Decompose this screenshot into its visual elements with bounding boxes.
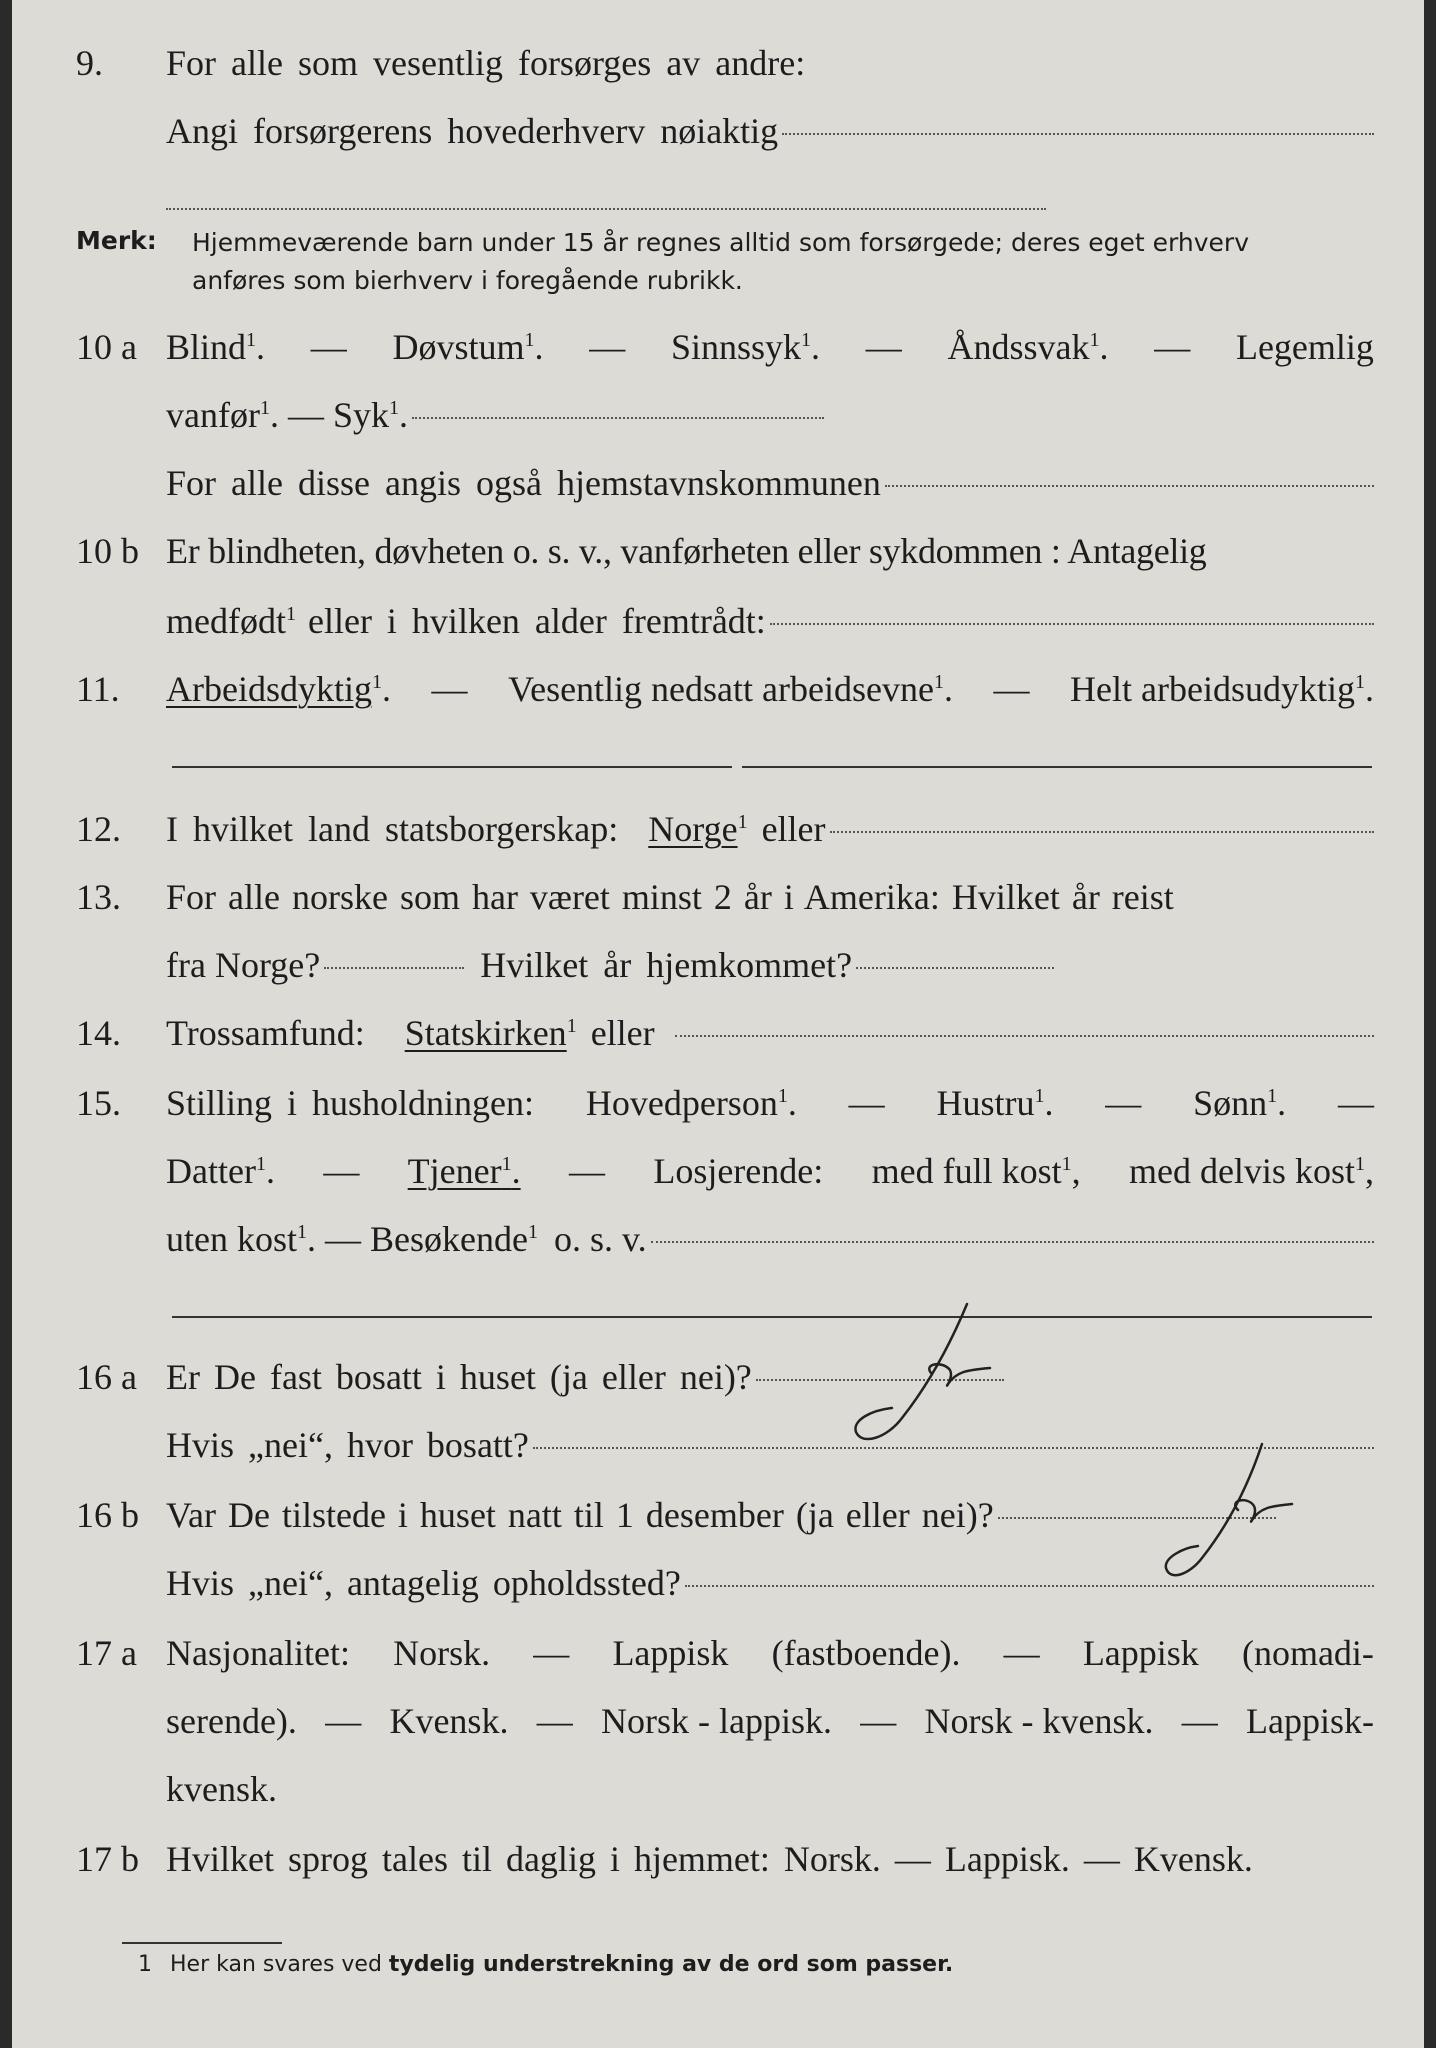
opt-norge[interactable]: Norge$^1$ bbox=[648, 809, 748, 849]
q14-field bbox=[166, 1012, 1374, 1054]
q15-losjerende: Losjerende: bbox=[653, 1151, 824, 1191]
opt-hovedperson[interactable]: Hovedperson$^1$. bbox=[585, 1083, 797, 1123]
q10b-line2-rest: eller i hvilken alder fremtrådt: bbox=[307, 601, 766, 641]
opt-lappisk[interactable]: Lappisk bbox=[612, 1633, 729, 1673]
opt-nomadi[interactable]: (nomadi- bbox=[1241, 1633, 1374, 1673]
opt-udyktig[interactable]: Helt arbeidsudyktig$^1$. bbox=[1070, 669, 1374, 709]
q9-answer-line-2[interactable] bbox=[166, 208, 1046, 210]
q9-number: 9. bbox=[76, 43, 103, 83]
q16b-hvis: Hvis „nei“, antagelig opholdssted? bbox=[166, 1563, 681, 1603]
opt-vanfor[interactable]: vanfør$^1$. bbox=[166, 395, 279, 435]
dash: — bbox=[536, 1701, 573, 1741]
answer-text: Ja bbox=[832, 1300, 833, 1301]
q9-line2-field[interactable] bbox=[166, 110, 1374, 152]
opt-uten-kost[interactable]: uten kost$^1$. bbox=[166, 1219, 316, 1259]
q10b-answer-line[interactable] bbox=[770, 623, 1374, 625]
opt-full-kost[interactable]: med full kost$^1$, bbox=[871, 1151, 1081, 1191]
q16b-line2 bbox=[166, 1562, 1374, 1604]
dash: — bbox=[1105, 1083, 1142, 1123]
q17a-number: 17 a bbox=[76, 1633, 137, 1673]
dash: — bbox=[1003, 1633, 1040, 1673]
opt-kvensk[interactable]: Kvensk. bbox=[389, 1701, 509, 1741]
dash: — bbox=[848, 1083, 885, 1123]
merk-line2: anføres som bierhverv i foregående rubrikk. bbox=[192, 266, 743, 295]
opt-dovstum[interactable]: Døvstum$^1$. bbox=[392, 327, 544, 367]
footnote-mark: 1 bbox=[138, 1952, 152, 1977]
q15-label: Stilling i husholdningen: bbox=[166, 1083, 535, 1123]
q17a-line2 bbox=[166, 1700, 1374, 1742]
dash: — bbox=[533, 1633, 570, 1673]
dash: — bbox=[860, 1701, 897, 1741]
census-form-page bbox=[12, 0, 1424, 2048]
q13-reist-label: fra Norge? bbox=[166, 945, 321, 985]
opt-medfodt[interactable]: medfødt$^1$ bbox=[166, 601, 296, 641]
dash: — bbox=[1337, 1083, 1374, 1123]
opt-statskirken[interactable]: Statskirken$^1$ bbox=[404, 1013, 577, 1053]
q9-line1: For alle som vesentlig forsørges av andre: bbox=[166, 43, 806, 83]
q14-label: Trossamfund: bbox=[166, 1013, 365, 1053]
q17a-line1 bbox=[166, 1632, 1374, 1674]
q15-answer-line[interactable] bbox=[651, 1241, 1374, 1243]
q17a-label: Nasjonalitet: bbox=[166, 1633, 350, 1673]
q11-number: 11. bbox=[76, 669, 120, 709]
q12-eller: eller bbox=[761, 809, 826, 849]
opt-legemlig[interactable]: Legemlig bbox=[1235, 327, 1374, 367]
dash: — bbox=[278, 395, 333, 435]
q13-line1: For alle norske som har været minst 2 år i Amerika: Hvilket år reist bbox=[166, 877, 1174, 917]
dash: — bbox=[993, 669, 1030, 709]
dash: — bbox=[323, 1151, 360, 1191]
dash: — bbox=[310, 327, 347, 367]
dash: — bbox=[325, 1701, 362, 1741]
opt-norsk[interactable]: Norsk. bbox=[393, 1633, 491, 1673]
q16b-question: Var De tilstede i huset natt til 1 desember (ja eller nei)? bbox=[166, 1495, 994, 1535]
opt-sinnssyk[interactable]: Sinnssyk$^1$. bbox=[670, 327, 821, 367]
hjemstavn-answer-line[interactable] bbox=[885, 485, 1374, 487]
q14-eller: eller bbox=[590, 1013, 655, 1053]
q14-answer-line[interactable] bbox=[675, 1035, 1374, 1037]
q16b-line1 bbox=[166, 1494, 1276, 1536]
footnote-bold: tydelig understrekning av de ord som passer. bbox=[388, 1952, 954, 1977]
q15-number: 15. bbox=[76, 1083, 121, 1123]
opt-besokende[interactable]: Besøkende$^1$ bbox=[370, 1219, 538, 1259]
dash: — bbox=[568, 1151, 605, 1191]
q13-hjem-answer[interactable] bbox=[856, 967, 1054, 969]
dash: — bbox=[1154, 327, 1191, 367]
q12-text: I hvilket land statsborgerskap: bbox=[166, 809, 619, 849]
q16a-number: 16 a bbox=[76, 1357, 137, 1397]
q13-hjem-label: Hvilket år hjemkommet? bbox=[480, 945, 853, 985]
separator-line bbox=[172, 766, 732, 768]
q16b-number: 16 b bbox=[76, 1495, 139, 1535]
dash: — bbox=[431, 669, 468, 709]
answer-text: Ja bbox=[1142, 1440, 1143, 1441]
q10a-answer-line[interactable] bbox=[412, 417, 824, 419]
opt-kvensk-cont[interactable]: kvensk. bbox=[166, 1769, 277, 1809]
q12-field bbox=[166, 808, 1374, 850]
dash: — bbox=[865, 327, 902, 367]
q12-answer-line[interactable] bbox=[830, 831, 1374, 833]
separator-line bbox=[172, 1316, 1372, 1318]
opt-lappisk-kvensk[interactable]: Lappisk- bbox=[1246, 1701, 1374, 1741]
opt-tjener[interactable]: Tjener$^1$. bbox=[407, 1151, 521, 1191]
merk-line1: Hjemmeværende barn under 15 år regnes alltid som forsørgede; deres eget erhverv bbox=[192, 228, 1249, 257]
q10b-line2 bbox=[166, 600, 1374, 642]
opt-syk[interactable]: Syk$^1$. bbox=[332, 395, 408, 435]
q15-line2 bbox=[166, 1150, 1374, 1192]
q16a-question: Er De fast bosatt i huset (ja eller nei)? bbox=[166, 1357, 752, 1397]
q13-number: 13. bbox=[76, 877, 121, 917]
q15-osv: o. s. v. bbox=[553, 1219, 647, 1259]
q16a-hvis: Hvis „nei“, hvor bosatt? bbox=[166, 1425, 529, 1465]
q13-line2 bbox=[166, 944, 1054, 986]
q10b-number: 10 b bbox=[76, 531, 139, 571]
opt-fastboende[interactable]: (fastboende). bbox=[771, 1633, 961, 1673]
q10b-line1: Er blindheten, døvheten o. s. v., vanførheten eller sykdommen : Antagelig bbox=[166, 531, 1207, 571]
q12-number: 12. bbox=[76, 809, 121, 849]
opt-nedsatt[interactable]: Vesentlig nedsatt arbeidsevne$^1$. bbox=[508, 669, 953, 709]
opt-sonn[interactable]: Sønn$^1$. bbox=[1193, 1083, 1287, 1123]
q10a-number: 10 a bbox=[76, 327, 137, 367]
opt-datter[interactable]: Datter$^1$. bbox=[166, 1151, 275, 1191]
q15-line1 bbox=[166, 1082, 1374, 1124]
opt-delvis-kost[interactable]: med delvis kost$^1$, bbox=[1128, 1151, 1374, 1191]
dash: — bbox=[316, 1219, 370, 1259]
q16b-sted-answer[interactable] bbox=[685, 1585, 1374, 1587]
q13-reist-answer[interactable] bbox=[324, 967, 464, 969]
opt-nomadiserende[interactable]: serende). bbox=[166, 1701, 297, 1741]
dash: — bbox=[589, 327, 626, 367]
q10a-options bbox=[166, 326, 1374, 368]
q9-line2: Angi forsørgerens hovederhverv nøiaktig bbox=[166, 111, 779, 151]
opt-lappisk-2[interactable]: Lappisk bbox=[1082, 1633, 1199, 1673]
opt-hustru[interactable]: Hustru$^1$. bbox=[936, 1083, 1054, 1123]
q10a-line3-field[interactable] bbox=[166, 462, 1374, 504]
opt-blind[interactable]: Blind$^1$. bbox=[166, 327, 266, 367]
footnote-rule bbox=[122, 1942, 282, 1944]
dash: — bbox=[1181, 1701, 1218, 1741]
q17b-line1: Hvilket sprog tales til daglig i hjemmet: Norsk. — Lappisk. — Kvensk. bbox=[166, 1839, 1253, 1879]
q10a-line3: For alle disse angis også hjemstavnskommunen bbox=[166, 463, 881, 503]
opt-arbeidsdyktig[interactable]: Arbeidsdyktig$^1$. bbox=[166, 669, 391, 709]
opt-norsk-lappisk[interactable]: Norsk - lappisk. bbox=[600, 1701, 832, 1741]
footnote-text: Her kan svares ved bbox=[170, 1952, 389, 1977]
q9-answer-line[interactable] bbox=[782, 133, 1374, 135]
q10a-line2 bbox=[166, 394, 824, 436]
footnote bbox=[138, 1952, 953, 1977]
q17b-number: 17 b bbox=[76, 1839, 139, 1879]
q15-line3 bbox=[166, 1218, 1374, 1260]
opt-norsk-kvensk[interactable]: Norsk - kvensk. bbox=[924, 1701, 1154, 1741]
opt-andssvak[interactable]: Åndssvak$^1$. bbox=[947, 327, 1109, 367]
merk-label: Merk: bbox=[76, 226, 157, 255]
q14-number: 14. bbox=[76, 1013, 121, 1053]
separator-line bbox=[742, 766, 1372, 768]
q11-options bbox=[166, 668, 1374, 710]
